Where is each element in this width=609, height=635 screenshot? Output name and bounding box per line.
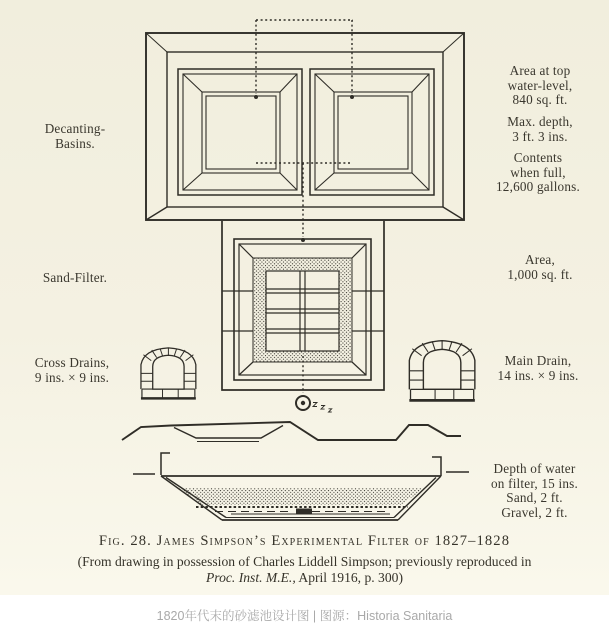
- label-cross-drains: [8, 356, 136, 385]
- label-area-at-top: [471, 64, 609, 108]
- embankment-section: [122, 422, 461, 442]
- label-decanting-basins: [14, 122, 136, 151]
- label-contents: [467, 151, 609, 195]
- label-line: Gravel, 2 ft.: [501, 504, 568, 520]
- caption-source-rest: April 1916, p. 300): [295, 570, 403, 585]
- cross-drain-arch: [141, 348, 196, 398]
- label-line: 12,600 gallons.: [496, 179, 580, 195]
- label-max-depth: [471, 115, 609, 144]
- label-sand-filter: [14, 271, 136, 286]
- label-line: Decanting-: [44, 121, 106, 136]
- label-line: when full,: [510, 164, 566, 180]
- label-line: Sand-Filter.: [42, 270, 108, 285]
- label-area: [471, 253, 609, 282]
- caption-source-line: [0, 570, 609, 586]
- label-line: Area,: [525, 252, 555, 267]
- label-line: Depth of water: [493, 461, 576, 476]
- label-line: Sand, 2 ft.: [506, 490, 563, 506]
- hatch-marks: [313, 403, 332, 413]
- drain-block: [296, 509, 312, 515]
- sand-filter-plan: [222, 221, 384, 390]
- caption-credit-line: (From drawing in possession of Charles Liddell Simpson; previously reproduced in: [77, 554, 532, 569]
- label-line: 9 ins. × 9 ins.: [34, 369, 110, 385]
- label-main-drain: [467, 354, 609, 383]
- label-line: Cross Drains,: [34, 355, 110, 370]
- decanting-basins-plan: [146, 33, 464, 220]
- caption-figure-line: Fig. 28. James Simpson’s Experimental Filter of 1827–1828: [98, 533, 511, 549]
- label-line: 3 ft. 3 ins.: [512, 128, 568, 144]
- label-line: Main Drain,: [504, 353, 572, 368]
- label-line: 840 sq. ft.: [512, 92, 568, 108]
- label-line: Max. depth,: [507, 114, 573, 129]
- footer-caption-bar: [0, 595, 609, 635]
- outlet-valve: [296, 396, 332, 412]
- sand-layer: [177, 488, 425, 505]
- label-line: Contents: [513, 150, 563, 165]
- label-depth-of-water: [464, 462, 605, 520]
- label-line: Basins.: [55, 135, 95, 151]
- label-line: 14 ins. × 9 ins.: [497, 367, 579, 383]
- main-drain-arch: [409, 341, 475, 401]
- label-line: 1,000 sq. ft.: [507, 266, 573, 282]
- label-line: Area at top: [509, 63, 571, 78]
- filter-bed-section: [133, 453, 469, 520]
- label-line: on filter, 15 ins.: [491, 475, 578, 491]
- caption-source-italic: Proc. Inst. M.E.,: [206, 570, 296, 585]
- footer-caption: 1820年代末的砂滤池设计图 | 图源：Historia Sanitaria: [156, 609, 453, 623]
- figure-caption: [0, 533, 609, 586]
- label-line: water-level,: [507, 77, 573, 93]
